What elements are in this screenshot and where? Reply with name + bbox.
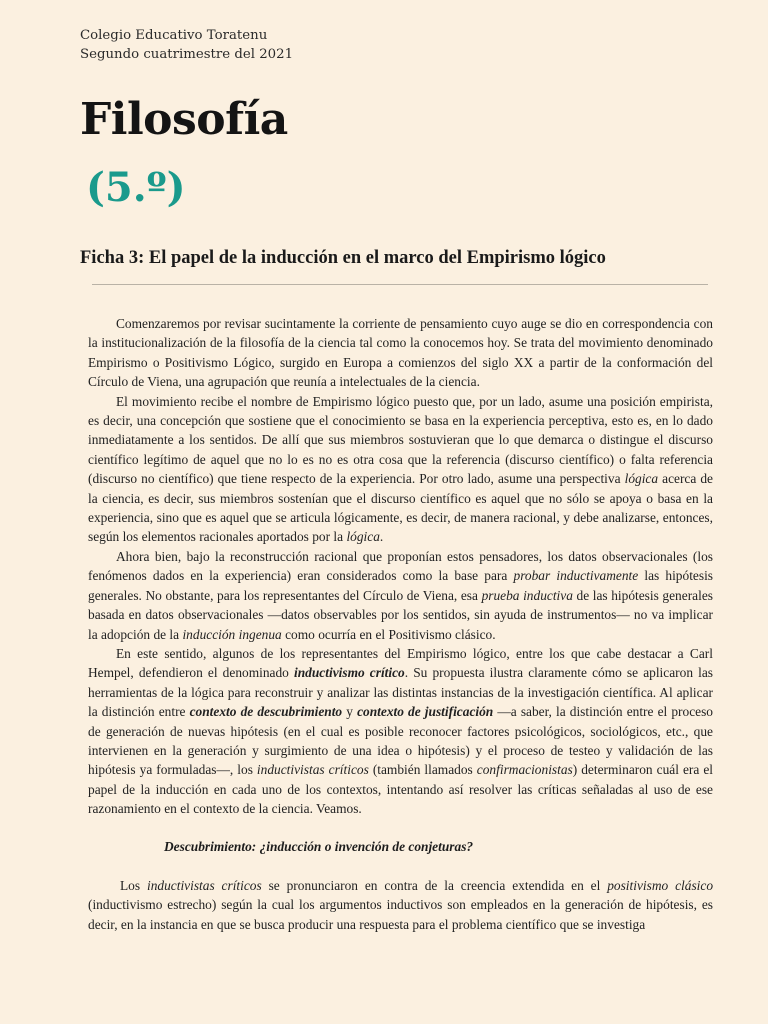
paragraph-3-text: las hipótesis generales. No obstante, para los representantes del Círculo de Viena, esa [88, 568, 714, 603]
paragraph-4-text: ) determinaron cuál era el papel de la inducción en cada uno de los contextos, intentando así resolver las críticas señaladas al uso de ese razonamiento en el contexto de la ciencia. Veamos. [88, 762, 713, 817]
emphasis-prueba-inductiva: prueba inductiva [481, 587, 573, 603]
term-contexto-justificacion: contexto de justificación [357, 704, 494, 720]
document-body-continued [88, 876, 713, 934]
paragraph-5-text: (inductivismo estrecho) según la cual los argumentos inductivos son empleados en la generación de hipótesis, es decir, en la instancia en que se busca producir una respuesta para el problema científico que se investiga [88, 897, 713, 932]
emphasis-inductivistas-criticos: inductivistas críticos [146, 878, 262, 893]
emphasis-logica: lógica [624, 471, 659, 487]
paragraph-5 [88, 876, 713, 934]
paragraph-4-text: . Su propuesta ilustra claramente cómo se aplicaron las herramientas de la lógica para reconstruir y analizar las distintas instancias de la investigación científica. Al aplicar la distinción entre [88, 665, 713, 720]
worksheet-subtitle: Ficha 3: El papel de la inducción en el marco del Empirismo lógico [80, 248, 606, 268]
paragraph-3-text: de las hipótesis generales basada en datos observacionales —datos observables por los sentidos, sin ayuda de instrumentos— no va implicar la adopción de la [88, 587, 713, 642]
paragraph-4-text: y [342, 704, 358, 720]
paragraph-4-text: (también llamados [368, 762, 477, 778]
divider-line [92, 284, 708, 285]
emphasis-confirmacionistas: confirmacionistas [476, 762, 573, 778]
paragraph-2-text: . [379, 529, 384, 545]
paragraph-4-text: En este sentido, algunos de los representantes del Empirismo lógico, entre los que cabe destacar a Carl Hempel, defendieron el denominado [88, 645, 713, 681]
page-title: Filosofía [80, 94, 288, 145]
term-label: Segundo cuatrimestre del 2021 [80, 47, 294, 62]
emphasis-logica: lógica [346, 529, 380, 545]
paragraph-3 [88, 547, 713, 644]
paragraph-4 [88, 644, 713, 819]
paragraph-1-text: Comenzaremos por revisar sucintamente la corriente de pensamiento cuyo auge se dio en correspondencia con la institucionalización de la filosofía de la ciencia tal como la conocemos hoy. Se trata del movimiento denominado Empirismo o Positivismo Lógico, surgido en Europa a comienzos del siglo XX a partir de la conformación del Círculo de Viena, una agrupación que reunía a intelectuales de la ciencia. [88, 316, 713, 390]
paragraph-3-text: como ocurría en el Positivismo clásico. [281, 626, 496, 642]
paragraph-5-text: se pronunciaron en contra de la creencia extendida en el [261, 878, 608, 893]
paragraph-5-text: Los [120, 878, 147, 893]
emphasis-induccion-ingenua: inducción ingenua [182, 626, 282, 642]
section-heading: Descubrimiento: ¿inducción o invención de conjeturas? [164, 839, 474, 854]
emphasis-probar-inductivamente: probar inductivamente [513, 568, 639, 584]
term-inductivismo-critico: inductivismo crítico [294, 665, 405, 681]
paragraph-2-text: acerca de la ciencia, es decir, sus miembros sostenían que el discurso científico es aquel que no sólo se apoya o basa en la experiencia, sino que es aquel que se articula lógicamente, es decir, de manera racional, y debe analizarse, entonces, según los elementos racionales aportados por la [88, 471, 713, 545]
paragraph-3-text: Ahora bien, bajo la reconstrucción racional que proponían estos pensadores, los datos observacionales (los fenómenos dados en la experiencia) eran considerados como la base para [88, 548, 713, 584]
paragraph-2-text: El movimiento recibe el nombre de Empirismo lógico puesto que, por un lado, asume una posición empirista, es decir, una concepción que sostiene que el conocimiento se basa en la experiencia perceptiva, esto es, en lo dado inmediatamente a los sentidos. De allí que sus miembros sostuvieran que lo que demarca o distingue el discurso científico legítimo de aquel que no lo es no es otra cosa que la referencia (discurso científico) o falta referencia (discurso no científico) que tiene respecto de la experiencia. Por otro lado, asume una perspectiva [88, 393, 713, 487]
grade-label: (5.º) [86, 164, 186, 211]
term-contexto-descubrimiento: contexto de descubrimiento [189, 704, 343, 720]
document-header [80, 26, 293, 64]
emphasis-positivismo-clasico: positivismo clásico [607, 878, 714, 893]
document-body [88, 314, 713, 819]
paragraph-1 [88, 314, 713, 392]
paragraph-4-text: —a saber, la distinción entre el proceso de generación de nuevas hipótesis (en el cual es posible reconocer factores psicológicos, sociológicos, etc., que intervienen en la generación y surgimiento de una idea o hipótesis) y el proceso de testeo y validación de las hipótesis ya formuladas—, los [88, 704, 713, 778]
school-name: Colegio Educativo Toratenu [80, 28, 268, 43]
paragraph-2 [88, 392, 713, 547]
emphasis-inductivistas-criticos: inductivistas críticos [256, 762, 369, 778]
